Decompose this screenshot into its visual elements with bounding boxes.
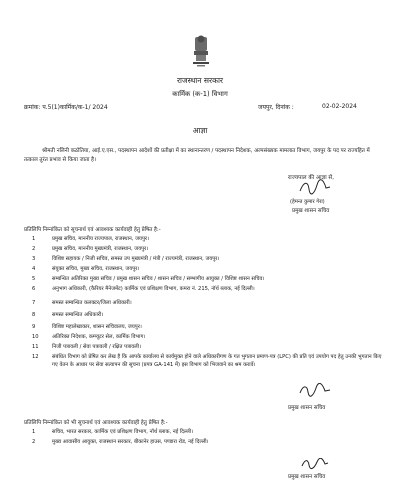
order-body: श्रीमती नलिनी कठोतिया, आई.ए.एस., पदस्थापन आदेशों की प्रतीक्षा में का स्थानान्तरण / पदस्थापन निदेशक, अल्पसंख्यक मामलात विभाग, जयपुर के पद पर राज्यहित में तत्काल तुरंत प्रभाव से किया जाता है। [24,148,370,163]
reference-label: क्रमांक: [24,104,41,111]
signatory-designation: प्रमुख शासन सचिव [288,405,326,411]
governor-order-line: राज्यपाल की आज्ञा से, [288,175,334,181]
reference-value: प.5(1)कार्मिक/क-1/ 2024 [42,104,108,111]
order-title: आज्ञा [192,126,208,135]
document-page: राजस्थान सरकार कार्मिक (क-1) विभाग क्रमांक: प.5(1)कार्मिक/क-1/ 2024 जयपुर, दिनांक : 02-02-2024 आज्ञा श्रीमती नलिनी कठोतिया, आई.ए.एस., पदस्थापन आदेशों की प्रतीक्षा में का स्थानान्तरण / पदस्थापन निदेशक, अल्पसंख्यक मामलात विभाग, जयपुर के पद पर राज्यहित में तत्काल तुरंत प्रभाव से किया जाता है। राज्यपाल की आज्ञा से, (हेमन्त कुमार गेरा) प्रमुख शासन सचिव प्रतिलिपि निम्नांकित को सूचनार्थ एवं आवश्यक कार्यवाही हेतु प्रेषित है:- 1 प्रमुख सचिव, माननीय राज्यपाल, राजस्थान, जयपुर। 2 प्रमुख सचिव, माननीय मुख्यमंत्री, राजस्थान, जयपुर। 3 विशिष्ट सहायक / निजी सचिव, समस्त उप मुख्यमंत्री / मंत्री / राज्यमंत्री, राजस्थान, जयपुर। 4 संयुक्त सचिव, मुख्य सचिव, राजस्थान, जयपुर। 5 सम्बन्धित अतिरिक्त मुख्य सचिव / प्रमुख शासन सचिव / शासन सचिव / सम्भागीय आयुक्त / विशिष्ट शासन सचिव। 6 अनुभाग अधिकारी, (कैरियर मैनेजमेंट) कार्मिक एवं प्रशिक्षण विभाग, कमरा नं. 215, नॉर्थ ब्लाक, नई दिल्ली। 7 समस्त सम्बन्धित कलक्टर/जिला अधिकारी। 8 समस्त सम्बन्धित अधिकारी। 9 विशिष्ट महालेखाकार, शासन सचिवालय, जयपुर। 10 अतिरिक्त निदेशक, कम्प्यूटर सेल, कार्मिक विभाग। 11 निजी पत्रावली / सेवा पत्रावली / रक्षित पत्रावली। 12 संबंधित विभाग को प्रेषित कर लेख है कि आपके कार्यालय से कार्यमुक्त होने वाले अधिकारीगण के गत भुगतान प्रमाण-पत्र (LPC) की प्रति एवं उपयोग पद हेतु उनकी भुगतान किए गए वेतन के आधार पर सेवा सत्यापन की सूचना (प्रपत्र GA-141 में) इस विभाग को भिजवाने का श्रम करावें। प्रमुख शासन सचिव प्रतिलिपि निम्नांकित को भी सूचनार्थ एवं आवश्यक कार्यवाही हेतु प्रेषित है:- 1 सचिव, भारत सरकार, कार्मिक एवं प्रशिक्षण विभाग, नॉर्थ ब्लाक, नई दिल्ली। 2 मुख्य आवासीय आयुक्त, राजस्थान सरकार, बीकानेर हाउस, पण्डारा रोड, नई दिल्ली। प्रमुख शासन सचिव [0,0,400,490]
reference-number [24,103,108,111]
signatory-designation: प्रमुख शासन सचिव [292,208,330,214]
signature-scrawl [300,458,330,470]
date-label: जयपुर, दिनांक : [258,104,294,111]
state-heading: राजस्थान सरकार [176,76,224,85]
signatory-designation: प्रमुख शासन सचिव [288,474,326,480]
signature-scrawl [298,179,332,197]
copy-intro: प्रतिलिपि निम्नांकित को सूचनार्थ एवं आवश्यक कार्यवाही हेतु प्रेषित है:- [24,227,161,233]
department-heading: कार्मिक (क-1) विभाग [172,90,228,98]
signatory-name: (हेमन्त कुमार गेरा) [290,199,325,205]
date-value: 02-02-2024 [322,103,357,110]
copy-intro-secondary: प्रतिलिपि निम्नांकित को भी सूचनार्थ एवं आवश्यक कार्यवाही हेतु प्रेषित है:- [24,420,168,426]
state-emblem-icon [192,33,210,73]
signature-scrawl [298,383,332,399]
